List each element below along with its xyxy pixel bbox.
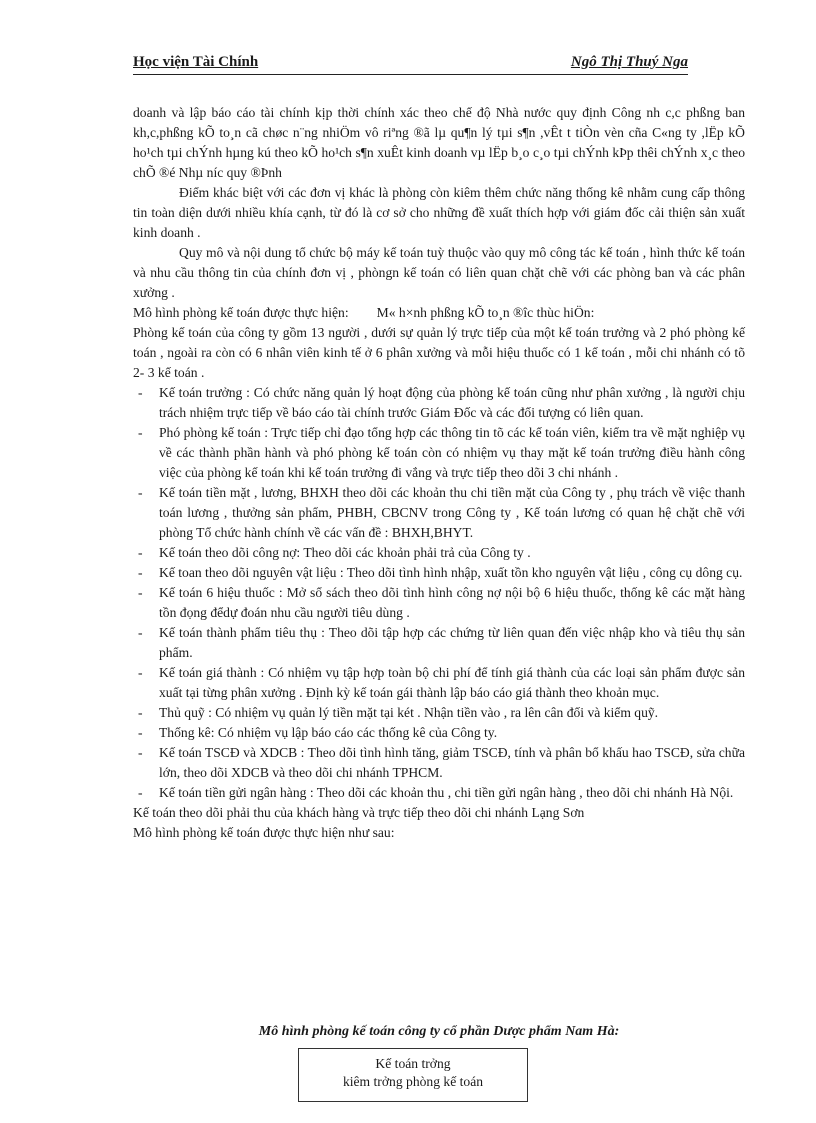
- list-item: - Kế toán 6 hiệu thuốc : Mở sổ sách theo dõi tình hình công nợ nội bộ 6 hiệu thuốc, thống kê các mặt hàng tồn đọng đểdự đoán nhu cầu người tiêu dùng .: [138, 585, 745, 620]
- dash-marker: -: [138, 705, 143, 720]
- dash-marker: -: [138, 785, 143, 800]
- dash-marker: -: [138, 585, 143, 600]
- list-item: - Kế toán trưởng : Có chức năng quản lý hoạt động của phòng kế toán cũng như phân xưởng , là người chịu trách nhiệm trực tiếp về báo cáo tài chính trước Giám Đốc và các đối tượng có liên quan.: [138, 385, 745, 420]
- list-item: - Kế toán TSCĐ và XDCB : Theo dõi tình hình tăng, giảm TSCĐ, tính và phân bổ khấu hao TSCĐ, sửa chữa lớn, theo dõi XDCB và theo dõi chi nhánh TPHCM.: [138, 745, 745, 780]
- list-item: - Kế toán tiền mặt , lương, BHXH theo dõi các khoản thu chi tiền mặt của Công ty , phụ trách về việc thanh toán lương , thưởng sản phẩm, PHBH, CBCNV trong Công ty , Kế toán lương có quan hệ chặt chẽ với phòng Tổ chức hành chính về các vấn đề : BHXH,BHYT.: [138, 485, 745, 540]
- paragraph-3: Quy mô và nội dung tổ chức bộ máy kế toán tuỳ thuộc vào quy mô công tác kế toán , hình thức kế toán và nhu cầu thông tin của chính đơn vị , phòngn kế toán có liên quan chặt chẽ với các phòng ban và các phân xưởng .: [133, 245, 745, 300]
- list-item: - Phó phòng kế toán : Trực tiếp chỉ đạo tổng hợp các thông tin tõ các kế toán viên, kiểm tra về mặt nghiệp vụ về các thành phần hành và phó phòng kế toán còn có nhiệm vụ thay mặt kế toán trưởng điều hành công việc của phòng kế toán khi kế toán trưởng đi vắng và trực tiếp theo dõi 3 chi nhánh .: [138, 425, 745, 480]
- chief-accountant-box: [298, 1048, 528, 1102]
- diagram-title: Mô hình phòng kế toán công ty cổ phần Dược phẩm Nam Hà:: [258, 1024, 620, 1039]
- box-line-2: kiêm trởng phòng kế toán: [342, 1074, 484, 1089]
- dash-marker: -: [138, 625, 143, 640]
- header-institution: Học viện Tài Chính: [133, 54, 259, 70]
- dash-marker: -: [138, 485, 143, 500]
- dash-marker: -: [138, 545, 143, 560]
- closing-line-2: Mô hình phòng kế toán được thực hiện như sau:: [133, 825, 395, 840]
- list-item: - Thống kê: Có nhiệm vụ lập báo cáo các thống kê của Công ty.: [133, 723, 745, 743]
- list-item: - Kế toán theo dõi công nợ: Theo dõi các khoản phải trả của Công ty .: [133, 543, 745, 563]
- dash-marker: -: [138, 385, 143, 400]
- list-item: - Kế toán giá thành : Có nhiệm vụ tập hợp toàn bộ chi phí để tính giá thành của các loại sản phẩm được sản xuất tại từng phân xưởng . Định kỳ kế toán gái thành lập báo cáo giá thành theo khoản mục.: [138, 665, 745, 700]
- paragraph-1: doanh và lập báo cáo tài chính kịp thời chính xác theo chế độ Nhà nước quy định Công nh c,c phßng ban kh,c,phßng kÕ to¸n cã chøc n¨ng nhiÖm vô riªng ®ã lµ qu¶n lý tµi s¶n ,vÊt t tiÒn vèn cña C«ng ty ,lËp kÕ ho¹ch tµi chÝnh hµng kú theo kÕ ho¹ch s¶n xuÊt kinh doanh vµ lËp b¸o c¸o tµi chÝnh kÞp thêi chÝnh x¸c theo chÕ ®é Nhµ níc quy ®Þnh: [133, 105, 745, 180]
- list-item: - Thủ quỹ : Có nhiệm vụ quản lý tiền mặt tại két . Nhận tiền vào , ra lên cân đối và kiểm quỹ.: [133, 703, 745, 723]
- staff-list: [133, 383, 745, 803]
- dash-marker: -: [138, 425, 143, 440]
- paragraph-5: Phòng kế toán của công ty gồm 13 người , dưới sự quản lý trực tiếp của một kế toán trưởng và 2 phó phòng kế toán , ngoài ra còn có 6 nhân viên kinh tế ở 6 phân xưởng và mỗi hiệu thuốc có 1 kế toán , mỗi chi nhánh có tõ 2- 3 kế toán .: [133, 325, 745, 380]
- header-author: Ngô Thị Thuý Nga: [570, 54, 688, 70]
- dash-marker: -: [138, 725, 143, 740]
- list-item: - Kế toan theo dõi nguyên vật liệu : Theo dõi tình hình nhập, xuất tồn kho nguyên vật liệu , công cụ dông cụ.: [133, 563, 745, 583]
- box-line-1: Kế toán trởng: [375, 1056, 451, 1071]
- paragraph-4-garbled: M« h×nh phßng kÕ to¸n ®îc thùc hiÖn:: [376, 305, 595, 320]
- paragraph-4: [133, 303, 745, 323]
- dash-marker: -: [138, 745, 143, 760]
- list-item: - Kế toán thành phẩm tiêu thụ : Theo dõi tập hợp các chứng từ liên quan đến việc nhập kho và tiêu thụ sản phẩm.: [138, 625, 745, 660]
- paragraph-4-text: Mô hình phòng kế toán được thực hiện:: [133, 305, 349, 320]
- closing-line-1: Kế toán theo dõi phải thu của khách hàng và trực tiếp theo dõi chi nhánh Lạng Sơn: [133, 805, 585, 820]
- page-header: [133, 52, 688, 75]
- dash-marker: -: [138, 665, 143, 680]
- document-body: [133, 103, 745, 843]
- paragraph-2: Điểm khác biệt với các đơn vị khác là phòng còn kiêm thêm chức năng thống kê nhằm cung cấp thông tin toàn diện dưới nhiều khía cạnh, từ đó là cơ sở cho những đề xuất thích hợp với giám đốc cải thiện sản xuất kinh doanh .: [133, 185, 745, 240]
- dash-marker: -: [138, 565, 143, 580]
- list-item: - Kế toán tiền gửi ngân hàng : Theo dõi các khoản thu , chi tiền gửi ngân hàng , theo dõi chi nhánh Hà Nội.: [133, 783, 745, 803]
